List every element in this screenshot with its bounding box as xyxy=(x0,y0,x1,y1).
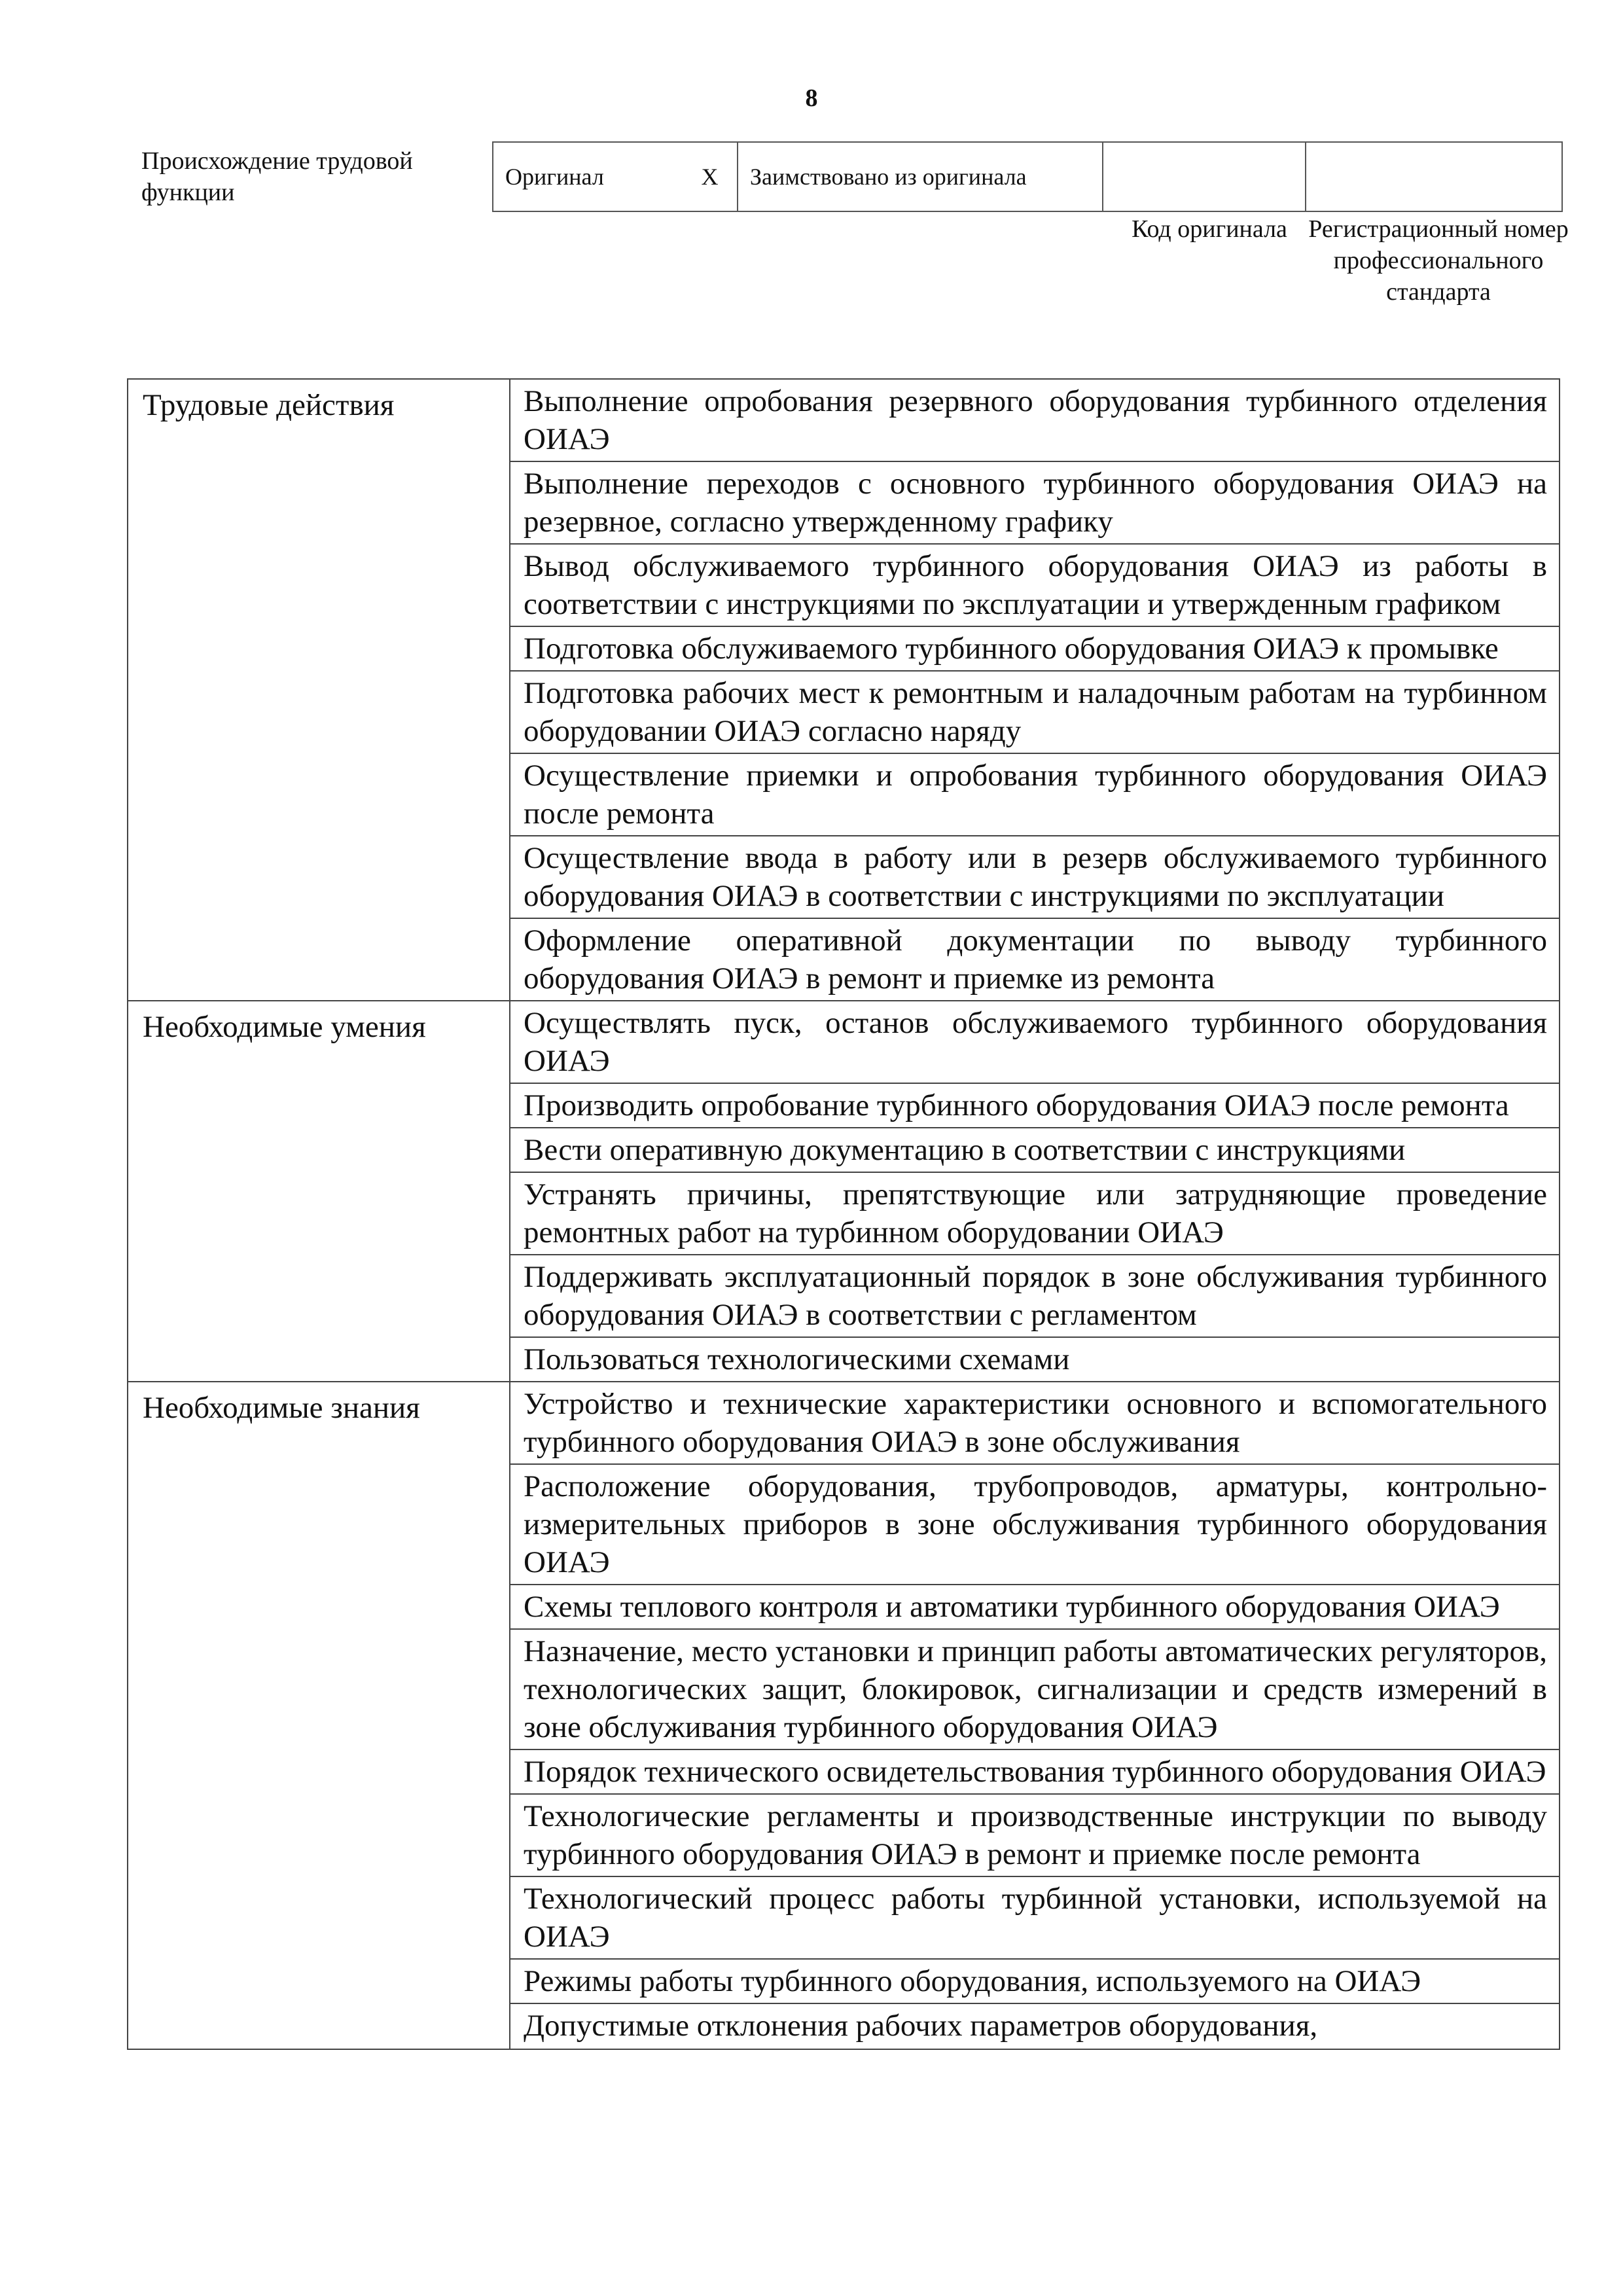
table-cell: Порядок технического освидетельствования турбинного оборудования ОИАЭ xyxy=(510,1749,1560,1794)
reg-number-cell xyxy=(1306,142,1562,211)
borrowed-label: Заимствовано из оригинала xyxy=(738,142,1103,211)
table-cell: Выполнение опробования резервного оборудования турбинного отделения ОИАЭ xyxy=(510,379,1560,461)
original-label: Оригинал xyxy=(493,142,683,211)
table-cell: Поддерживать эксплуатационный порядок в зоне обслуживания турбинного оборудования ОИАЭ в соответствии с регламентом xyxy=(510,1255,1560,1337)
table-cell: Пользоваться технологическими схемами xyxy=(510,1337,1560,1382)
table-cell: Вывод обслуживаемого турбинного оборудования ОИАЭ из работы в соответствии с инструкциями по эксплуатации и утвержденным графиком xyxy=(510,544,1560,626)
table-cell: Осуществление ввода в работу или в резерв обслуживаемого турбинного оборудования ОИАЭ в соответствии с инструкциями по эксплуатации xyxy=(510,836,1560,918)
original-mark: X xyxy=(683,142,738,211)
table-cell: Режимы работы турбинного оборудования, используемого на ОИАЭ xyxy=(510,1959,1560,2003)
table-cell: Подготовка обслуживаемого турбинного оборудования ОИАЭ к промывке xyxy=(510,626,1560,671)
table-cell: Технологический процесс работы турбинной установки, используемой на ОИАЭ xyxy=(510,1876,1560,1959)
table-cell: Допустимые отклонения рабочих параметров оборудования, xyxy=(510,2003,1560,2049)
table-cell: Назначение, место установки и принцип работы автоматических регуляторов, технологических защит, блокировок, сигнализации и средств измерений в зоне обслуживания турбинного оборудования ОИАЭ xyxy=(510,1629,1560,1749)
origin-table xyxy=(492,141,1563,212)
category-required-skills: Необходимые умения xyxy=(128,1001,510,1382)
reg-caption: Регистрационный номер профессионального стандарта xyxy=(1308,215,1569,306)
table-cell: Технологические регламенты и производственные инструкции по выводу турбинного оборудования ОИАЭ в ремонт и приемке после ремонта xyxy=(510,1794,1560,1876)
table-cell: Схемы теплового контроля и автоматики турбинного оборудования ОИАЭ xyxy=(510,1585,1560,1629)
table-cell: Выполнение переходов с основного турбинного оборудования ОИАЭ на резервное, согласно утвержденному графику xyxy=(510,461,1560,544)
function-table xyxy=(127,378,1560,2050)
table-cell: Вести оперативную документацию в соответствии с инструкциями xyxy=(510,1128,1560,1172)
page-number: 8 xyxy=(805,84,818,112)
code-cell xyxy=(1103,142,1306,211)
category-labor-actions: Трудовые действия xyxy=(128,379,510,1001)
table-cell: Осуществление приемки и опробования турбинного оборудования ОИАЭ после ремонта xyxy=(510,753,1560,836)
table-cell: Устранять причины, препятствующие или затрудняющие проведение ремонтных работ на турбинном оборудовании ОИАЭ xyxy=(510,1172,1560,1255)
code-caption: Код оригинала xyxy=(1132,215,1287,243)
table-cell: Устройство и технические характеристики основного и вспомогательного турбинного оборудования ОИАЭ в зоне обслуживания xyxy=(510,1382,1560,1464)
table-cell: Расположение оборудования, трубопроводов, арматуры, контрольно-измерительных приборов в зоне обслуживания турбинного оборудования ОИАЭ xyxy=(510,1464,1560,1585)
table-cell: Осуществлять пуск, останов обслуживаемого турбинного оборудования ОИАЭ xyxy=(510,1001,1560,1083)
table-cell: Оформление оперативной документации по выводу турбинного оборудования ОИАЭ в ремонт и приемке из ремонта xyxy=(510,918,1560,1001)
table-cell: Подготовка рабочих мест к ремонтным и наладочным работам на турбинном оборудовании ОИАЭ согласно наряду xyxy=(510,671,1560,753)
origin-label: Происхождение трудовой функции xyxy=(141,147,413,206)
table-row xyxy=(128,379,1560,461)
category-required-knowledge: Необходимые знания xyxy=(128,1382,510,2049)
table-cell: Производить опробование турбинного оборудования ОИАЭ после ремонта xyxy=(510,1083,1560,1128)
table-row xyxy=(128,1001,1560,1083)
table-row xyxy=(128,1382,1560,1464)
